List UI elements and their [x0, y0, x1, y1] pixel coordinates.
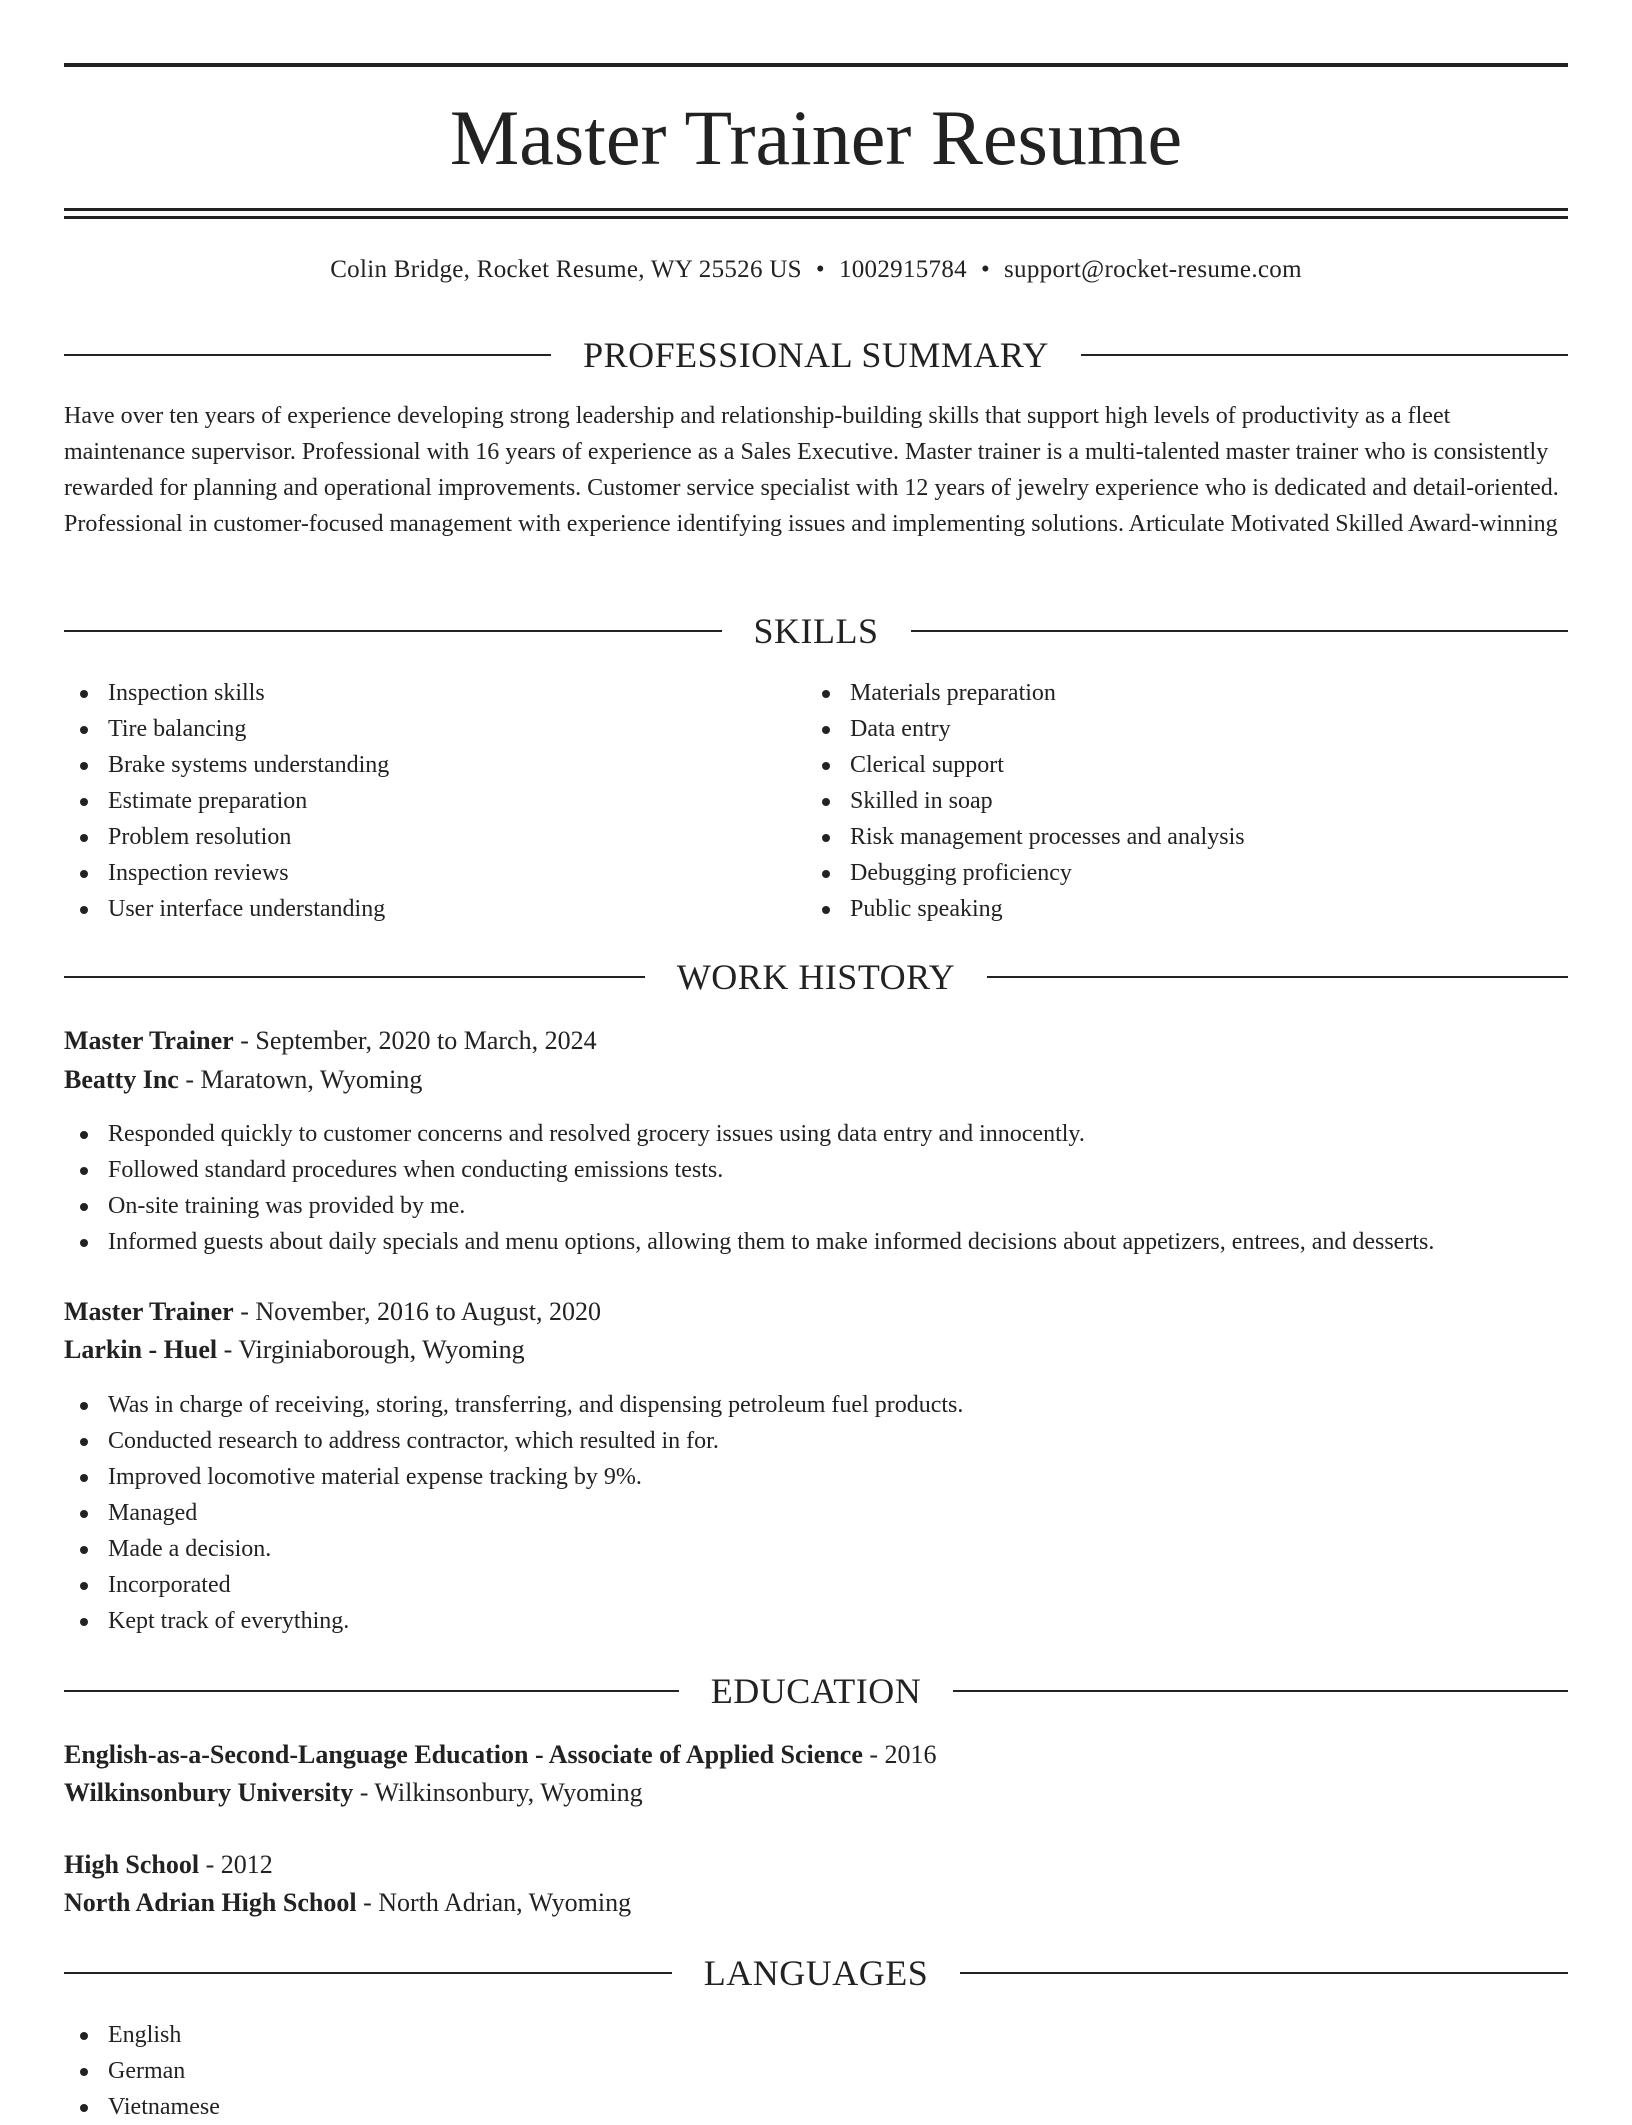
- section-heading-education: [64, 1669, 1568, 1713]
- skill-item: Estimate preparation: [64, 783, 764, 819]
- contact-separator: •: [815, 256, 825, 283]
- education-location: North Adrian, Wyoming: [378, 1888, 632, 1917]
- heading-rule: [64, 630, 722, 632]
- skills-list-right: [806, 675, 1566, 927]
- skill-item: Clerical support: [806, 747, 1566, 783]
- job-company: Beatty Inc: [64, 1065, 179, 1094]
- skills-list-left: [64, 675, 764, 927]
- heading-rule: [960, 1972, 1568, 1974]
- language-item: Vietnamese: [64, 2089, 1568, 2125]
- job-company-line: Beatty Inc - Maratown, Wyoming: [64, 1065, 423, 1094]
- skill-item: Inspection reviews: [64, 855, 764, 891]
- skill-item: Brake systems understanding: [64, 747, 764, 783]
- education-school: Wilkinsonbury University: [64, 1778, 354, 1807]
- contact-line: [64, 252, 1568, 288]
- heading-rule: [64, 1972, 672, 1974]
- job-location: Maratown, Wyoming: [200, 1065, 423, 1094]
- job-company: Larkin - Huel: [64, 1335, 218, 1364]
- education-degree-line: High School - 2012: [64, 1850, 273, 1879]
- education-degree: High School: [64, 1850, 200, 1879]
- title-rule-lower: [64, 216, 1568, 219]
- summary-text: Have over ten years of experience developing strong leadership and relationship-building skills that support high levels of productivity as a fleet maintenance supervisor. Professional with 16 years of experience as a Sales Executive. Master trainer is a multi-talented master trainer who is consistently rewarded for planning and operational improvements. Customer service specialist with 12 years of jewelry experience who is dedicated and detail-oriented. Professional in customer-focused management with experience identifying issues and implementing solutions. Articulate Motivated Skilled Award-winning: [64, 403, 1559, 537]
- contact-separator: •: [980, 256, 991, 283]
- education-year: 2016: [884, 1740, 937, 1769]
- skill-item: Materials preparation: [806, 675, 1566, 711]
- heading-rule: [1081, 354, 1568, 356]
- education-location: Wilkinsonbury, Wyoming: [374, 1778, 643, 1807]
- skill-item: Public speaking: [806, 891, 1566, 927]
- skill-item: Skilled in soap: [806, 783, 1566, 819]
- job-title-line: Master Trainer - September, 2020 to March, 2024: [64, 1026, 597, 1055]
- job-title-line: Master Trainer - November, 2016 to August, 2020: [64, 1297, 601, 1326]
- resume-title: Master Trainer Resume: [449, 94, 1183, 181]
- job-duty: Conducted research to address contractor, which resulted in for.: [64, 1423, 1568, 1459]
- job-duty: Followed standard procedures when conducting emissions tests.: [64, 1152, 1568, 1188]
- section-heading-languages: [64, 1951, 1568, 1995]
- heading-rule: [987, 976, 1568, 978]
- section-heading-summary: [64, 333, 1568, 377]
- language-item: German: [64, 2053, 1568, 2089]
- contact-phone: 1002915784: [838, 256, 967, 283]
- job-duties-list: [64, 1116, 1568, 1260]
- skill-item: Data entry: [806, 711, 1566, 747]
- job-title: Master Trainer: [64, 1026, 234, 1055]
- title-rule-upper: [64, 208, 1568, 211]
- education-degree: English-as-a-Second-Language Education - Associate of Applied Science: [64, 1740, 863, 1769]
- contact-address: Colin Bridge, Rocket Resume, WY 25526 US: [330, 256, 802, 283]
- job-location: Virginiaborough, Wyoming: [238, 1335, 525, 1364]
- section-heading-work: [64, 955, 1568, 999]
- job-duty: Responded quickly to customer concerns and resolved grocery issues using data entry and innocently.: [64, 1116, 1568, 1152]
- education-year: 2012: [220, 1850, 273, 1879]
- job-duty: Informed guests about daily specials and menu options, allowing them to make informed decisions about appetizers, entrees, and desserts.: [64, 1224, 1568, 1260]
- education-degree-line: English-as-a-Second-Language Education - Associate of Applied Science - 2016: [64, 1740, 937, 1769]
- education-school-line: Wilkinsonbury University - Wilkinsonbury, Wyoming: [64, 1778, 643, 1807]
- contact-email: support@rocket-resume.com: [1004, 256, 1302, 283]
- section-title: PROFESSIONAL SUMMARY: [583, 335, 1049, 375]
- heading-rule: [911, 630, 1569, 632]
- job-company-line: Larkin - Huel - Virginiaborough, Wyoming: [64, 1335, 525, 1364]
- section-title: WORK HISTORY: [676, 957, 956, 997]
- skill-item: Debugging proficiency: [806, 855, 1566, 891]
- top-rule: [64, 63, 1568, 67]
- skill-item: User interface understanding: [64, 891, 764, 927]
- job-duties-list: [64, 1387, 1568, 1639]
- skill-item: Risk management processes and analysis: [806, 819, 1566, 855]
- heading-rule: [64, 354, 551, 356]
- skill-item: Problem resolution: [64, 819, 764, 855]
- job-dates: November, 2016 to August, 2020: [255, 1297, 601, 1326]
- job-duty: Was in charge of receiving, storing, transferring, and dispensing petroleum fuel products.: [64, 1387, 1568, 1423]
- heading-rule: [64, 976, 645, 978]
- skill-item: Tire balancing: [64, 711, 764, 747]
- heading-rule: [64, 1690, 679, 1692]
- heading-rule: [953, 1690, 1568, 1692]
- education-school: North Adrian High School: [64, 1888, 357, 1917]
- section-title: SKILLS: [753, 611, 879, 651]
- job-title: Master Trainer: [64, 1297, 234, 1326]
- job-duty: Managed: [64, 1495, 1568, 1531]
- job-duty: Kept track of everything.: [64, 1603, 1568, 1639]
- job-duty: Incorporated: [64, 1567, 1568, 1603]
- job-duty: Made a decision.: [64, 1531, 1568, 1567]
- job-duty: Improved locomotive material expense tracking by 9%.: [64, 1459, 1568, 1495]
- job-dates: September, 2020 to March, 2024: [255, 1026, 597, 1055]
- skill-item: Inspection skills: [64, 675, 764, 711]
- section-title: EDUCATION: [710, 1671, 922, 1711]
- job-duty: On-site training was provided by me.: [64, 1188, 1568, 1224]
- languages-list: [64, 2017, 1568, 2125]
- section-title: LANGUAGES: [703, 1953, 929, 1993]
- language-item: English: [64, 2017, 1568, 2053]
- education-school-line: North Adrian High School - North Adrian, Wyoming: [64, 1888, 632, 1917]
- section-heading-skills: [64, 609, 1568, 653]
